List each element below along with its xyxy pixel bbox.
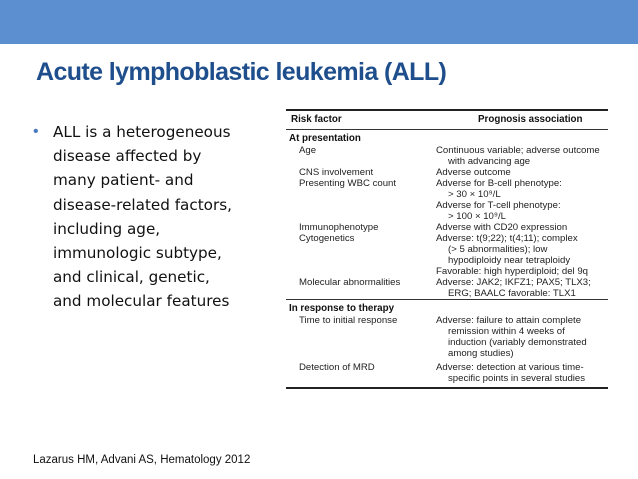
prognosis-cell [436, 233, 608, 277]
risk-factor-cell: CNS involvement [299, 167, 374, 178]
prognosis-line: > 30 × 10⁹/L [448, 189, 501, 200]
bullet-line: immunologic subtype, [53, 244, 222, 263]
risk-factor-cell: Age [299, 145, 317, 156]
bullet-line: including age, [53, 219, 161, 238]
risk-factor-cell: Detection of MRD [299, 362, 375, 373]
table-row [286, 222, 608, 233]
risk-factor-cell: Cytogenetics [299, 233, 355, 244]
bullet-line: disease affected by [53, 147, 202, 166]
bullet-line: and molecular features [53, 292, 230, 311]
bullet-line: disease-related factors, [53, 195, 232, 214]
prognosis-line: hypodiploidy near tetraploidy [448, 255, 571, 266]
risk-factor-cell: Presenting WBC count [299, 178, 397, 189]
table-header [286, 111, 608, 129]
prognosis-line: Adverse with CD20 expression [436, 222, 568, 233]
bullet-line: and clinical, genetic, [53, 268, 210, 287]
prognosis-line: Adverse: JAK2; IKFZ1; PAX5; TLX3; [436, 277, 591, 288]
table-row [286, 233, 608, 277]
header-risk-factor: Risk factor [291, 114, 342, 125]
table-row [286, 167, 608, 178]
prognosis-line: with advancing age [448, 156, 531, 167]
prognosis-line: (> 5 abnormalities); low [448, 244, 548, 255]
prognosis-line: induction (variably demonstrated [448, 337, 587, 348]
prognosis-line: Adverse for B-cell phenotype: [436, 178, 562, 189]
prognosis-line: Adverse: failure to attain complete [436, 315, 582, 326]
section-title-in-response: In response to therapy [289, 303, 395, 314]
prognosis-cell [436, 277, 608, 299]
prognosis-line: remission within 4 weeks of [448, 326, 565, 337]
table-row [286, 145, 608, 167]
top-accent-bar [0, 0, 638, 44]
prognosis-line: Favorable: high hyperdiploid; del 9q [436, 266, 589, 277]
table-row [286, 362, 608, 384]
prognosis-line: specific points in several studies [448, 373, 586, 384]
table-row [286, 178, 608, 222]
risk-factor-cell: Molecular abnormalities [299, 277, 401, 288]
risk-factor-cell: Immunophenotype [299, 222, 379, 233]
prognosis-cell [436, 178, 608, 222]
prognosis-line: Adverse for T-cell phenotype: [436, 200, 561, 211]
prognosis-line: > 100 × 10⁹/L [448, 211, 506, 222]
prognosis-line: Continuous variable; adverse outcome [436, 145, 600, 156]
prognosis-cell [436, 315, 608, 359]
table-bottom-rule [286, 387, 608, 389]
table-header-rule [286, 129, 608, 130]
prognosis-line: Adverse outcome [436, 167, 511, 178]
risk-factor-table [286, 109, 608, 389]
prognosis-line: Adverse: t(9;22); t(4;11); complex [436, 233, 578, 244]
table-row [286, 315, 608, 359]
prognosis-cell [436, 167, 608, 178]
prognosis-line: Adverse: detection at various time- [436, 362, 584, 373]
section-title-at-presentation: At presentation [289, 133, 361, 144]
prognosis-cell [436, 222, 608, 233]
section-divider-rule [286, 299, 608, 300]
bullet-marker: • [33, 123, 39, 140]
bullet-point [33, 120, 283, 314]
risk-factor-cell: Time to initial response [299, 315, 398, 326]
prognosis-cell [436, 145, 608, 167]
bullet-line: ALL is a heterogeneous [53, 123, 231, 141]
bullet-line: many patient- and [53, 171, 194, 190]
slide-title: Acute lymphoblastic leukemia (ALL) [36, 58, 447, 86]
bullet-text [53, 120, 283, 314]
header-prognosis: Prognosis association [478, 114, 583, 125]
table-row [286, 277, 608, 299]
citation: Lazarus HM, Advani AS, Hematology 2012 [33, 454, 251, 466]
prognosis-cell [436, 362, 608, 384]
prognosis-line: among studies) [448, 348, 514, 359]
prognosis-line: ERG; BAALC favorable: TLX1 [448, 288, 576, 299]
